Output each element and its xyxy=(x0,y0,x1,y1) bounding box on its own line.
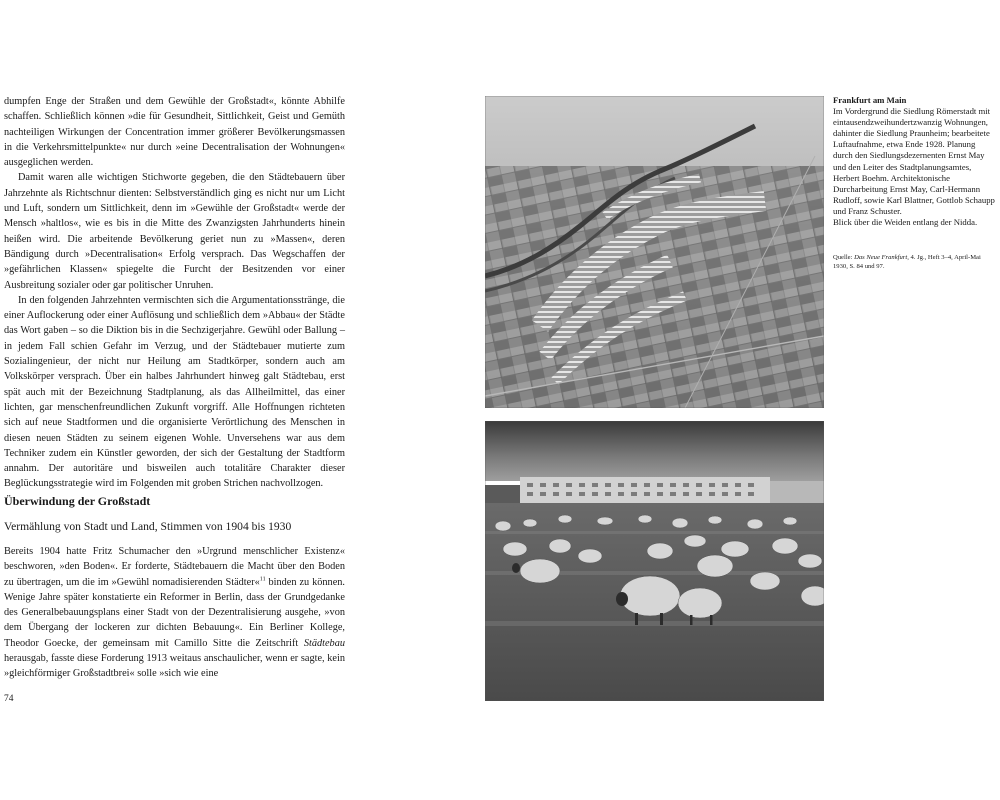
page-number: 74 xyxy=(4,694,14,704)
caption-text: Im Vordergrund die Siedlung Römerstadt mit eintausendzweihundertzwanzig Wohnungen, dahinter die Siedlung Praunheim; bearbeitete Luftaufnahme, etwa Ende 1928. Planung durch den Siedlungsdezernenten Ernst May und den Leiter des Stadtplanungsamtes, Herbert Boehm. Architektonische Durcharbeitung Ernst May, Carl-Hermann Rudloff, sowie Karl Blattner, Gottlob Schaupp und Franz Schuster. xyxy=(833,106,995,216)
sheep-photo xyxy=(485,421,824,701)
section-text-part-3: herausgab, fasste diese Forderung 1913 weitaus anschaulicher, wenn er sagte, kein »gleichförmiger Großstadtbrei« solle »sich wie eine xyxy=(4,653,345,680)
body-paragraph-1: dumpfen Enge der Straßen und dem Gewühle der Großstadt«, könnte Abhilfe schaffen. Schließlich können »die für Gesundheit, Sittlichkeit, Geist und Gemüth nachteiligen Wirkungen der Concentration immer größerer Bevölkerungsmassen in die Verkehrsmittelpunkte« nur durch »eine Decentralisation der Wohnungen« ausgeglichen werden. xyxy=(4,96,345,169)
caption-text-2: Blick über die Weiden entlang der Nidda. xyxy=(833,217,978,228)
aerial-photo xyxy=(485,96,824,408)
body-paragraph-2: Damit waren alle wichtigen Stichworte gegeben, die den Städtebauern über Jahrzehnte als Richtschnur dienten: Selbstverständlich ging es nicht nur um Licht und Luft, sondern um Sittlichkeit, denn im »Gewühle der Großstadt« werde der Mensch »haltlos«, wie es bis in die Mitte des Zwanzigsten Jahrhunderts hinein heißen wird. Die arbeitende Bevölkerung geriet nun zu »Massen«, deren Bändigung durch »Decentralisation« Erfolg versprach. Das Wegschaffen der »gefährlichen Klassen« spiegelte die Furcht der Besitzenden vor einer Ausbreitung sozialer oder gar politischer Unruhen. xyxy=(4,172,345,291)
section-text xyxy=(4,544,345,682)
sheep-photo-illustration xyxy=(485,421,824,701)
section-subheading: Vermählung von Stadt und Land, Stimmen von 1904 bis 1930 xyxy=(4,520,292,533)
body-text xyxy=(4,94,345,492)
body-paragraph-3: In den folgenden Jahrzehnten vermischten sich die Argumentationsstränge, die einer Auflockerung oder einer Auflösung und schließlich dem »Abbau« der Städte das Wort gaben – so die Diktion bis in die Sechzigerjahre. Gewühl oder Ballung – in jedem Fall schien Gefahr im Verzug, und der Städtebauer mutierte zum Sozialingenieur, der nicht nur Heilung am Stadtkörper, sondern auch am Volkskörper versprach. Über ein halbes Jahrhundert hinweg galt Städtebau, erst spät auch mit der Bezeichnung Stadtplanung, als das Allheilmittel, das einer lichten, gar menschenfreundlichen Zukunft vorgriff. Alle Hoffnungen richteten sich auf neue Stadtformen und die organisierte Verörtlichung des Menschen in diesen neuen Städten zu seinem eigenen Wohle. Unversehens war aus dem Techniker zudem ein Künstler geworden, der sich der Gestaltung der Stadtform annahm. Der autoritäre und bisweilen auch totalitäre Charakter dieser Beglückungsstrategie wird im Folgenden mit groben Strichen nachvollzogen. xyxy=(4,294,345,490)
source-title: Das Neue Frankfurt xyxy=(854,254,908,261)
footnote-marker: 11 xyxy=(259,576,266,583)
source-prefix: Quelle: xyxy=(833,254,855,261)
aerial-photo-illustration xyxy=(485,96,824,408)
caption-title: Frankfurt am Main xyxy=(833,95,907,105)
photo-caption xyxy=(833,95,997,228)
caption-source xyxy=(833,254,997,271)
section-heading: Überwindung der Großstadt xyxy=(4,494,151,508)
journal-title: Städtebau xyxy=(303,637,345,649)
source-suffix: , 4. Jg., Heft 3–4, April-Mai 1930, S. 84 und 97. xyxy=(833,254,981,270)
section-text-part-2: binden zu können. Wenige Jahre später konstatierte ein Reformer in Berlin, dass der Grundgedanke des Generalbebauungsplans einer Stadt von der Dezentralisierung ausgehe, »von dem Übergang der lockeren zur dichten Bebauung«. Ein Berliner Kollege, Theodor Goecke, der gemeinsam mit Camillo Sitte die Zeitschrift xyxy=(4,576,345,649)
section-text-part-1: Bereits 1904 hatte Fritz Schumacher den »Urgrund menschlicher Existenz« beschworen, »den Boden«. Er forderte, Städtebauern die Macht über den Boden zu übertragen, um die im »Gewühl nomadisierenden Städter« xyxy=(4,546,345,588)
section-paragraph xyxy=(4,544,345,682)
